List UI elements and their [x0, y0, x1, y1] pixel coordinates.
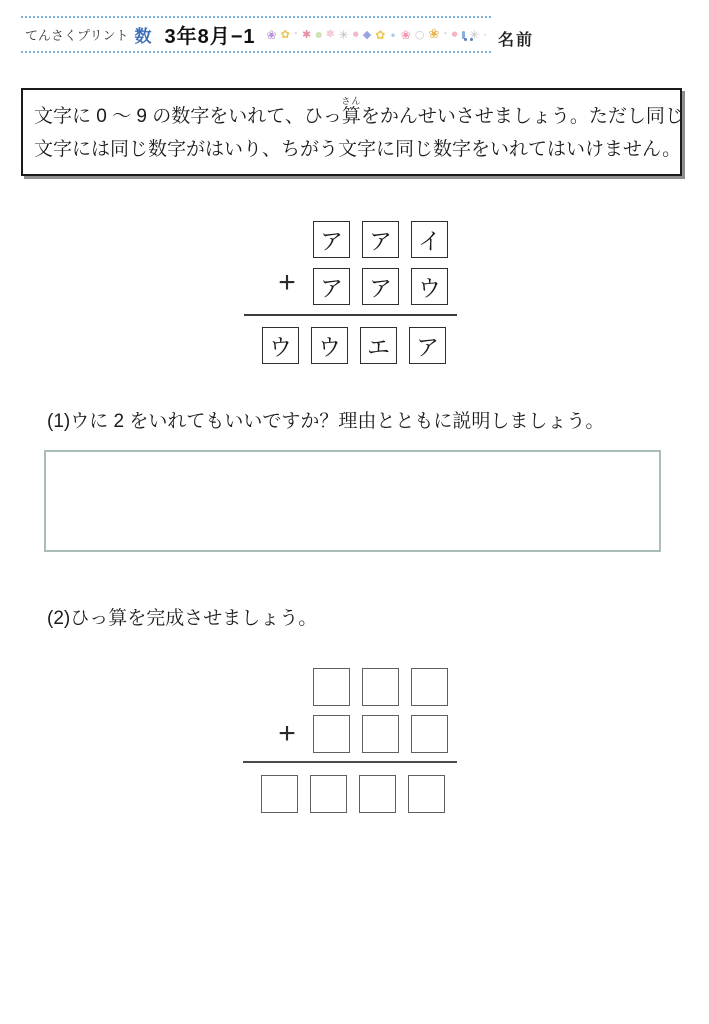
dot-icon: ● [451, 30, 458, 38]
puzzle-letter-cell: ア [409, 327, 446, 364]
kite-icon: ◆ [362, 28, 372, 41]
ruby-base: 算 [341, 106, 362, 127]
flower-icon: ✿ [375, 28, 386, 41]
dot-icon: · [483, 28, 487, 41]
series-title: てんさくプリント [25, 28, 129, 43]
answer-digit-cell[interactable] [411, 715, 448, 753]
dot-icon: · [443, 28, 448, 41]
instruction-line-1 [34, 96, 684, 133]
puzzle-letter-cell: エ [360, 327, 397, 364]
puzzle-addend1-row [313, 221, 448, 258]
instruction-text: 文字に 0 ～ 9 の数字をいれて、ひっ [34, 106, 342, 127]
sparkle-icon: ✽ [326, 28, 335, 40]
name-input-area[interactable] [536, 16, 700, 53]
ruby-annotation [341, 96, 362, 127]
instruction-line-2: 文字には同じ数字がはいり、ちがう文字に同じ数字をいれてはいけません。 [34, 139, 682, 160]
balloon-icon: ○ [414, 28, 425, 41]
blank-addend2-row [313, 715, 448, 753]
flower-icon: ✿ [280, 28, 290, 41]
answer-digit-cell[interactable] [313, 715, 350, 753]
puzzle-letter-cell: ウ [311, 327, 348, 364]
answer-digit-cell[interactable] [411, 668, 448, 706]
blank-sum-row [261, 775, 445, 813]
blank-addend1-row [313, 668, 448, 706]
plus-operator: + [278, 717, 296, 750]
flower-icon: ❀ [400, 28, 411, 41]
answer-digit-cell[interactable] [359, 775, 396, 813]
answer-digit-cell[interactable] [362, 668, 399, 706]
sparkle-icon: ✳ [338, 28, 349, 41]
subject-badge: 数 [134, 27, 152, 46]
flower-icon: ❀ [266, 28, 277, 41]
instruction-text: をかんせいさせましょう。ただし同じ [360, 106, 684, 127]
sum-line [243, 761, 457, 763]
name-label: 名前 [498, 32, 535, 49]
question-1: (1)ウに 2 をいれてもいいですか？理由とともに説明しましょう。 [47, 411, 605, 432]
puzzle-letter-cell: ア [313, 221, 350, 258]
answer-digit-cell[interactable] [313, 668, 350, 706]
puzzle-letter-cell: ア [362, 268, 399, 305]
flower-icon: ❀ [428, 28, 440, 41]
puzzle-letter-cell: ア [313, 268, 350, 305]
answer-digit-cell[interactable] [261, 775, 298, 813]
puzzle-letter-cell: ウ [411, 268, 448, 305]
dot-icon: ∙ [389, 28, 397, 41]
answer-writing-area[interactable] [44, 450, 661, 552]
dot-icon: · [293, 28, 298, 41]
issue-number: 3年8月−1 [164, 26, 256, 48]
answer-digit-cell[interactable] [310, 775, 347, 813]
puzzle-addend2-row [313, 268, 448, 305]
puzzle-letter-cell: ア [362, 221, 399, 258]
ruby-furigana: さん [341, 96, 362, 106]
sum-line [244, 314, 457, 316]
instruction-box [21, 88, 682, 176]
plus-operator: + [278, 266, 296, 299]
dot-icon: ● [352, 30, 359, 38]
header [21, 16, 491, 53]
dot-icon: ● [315, 29, 323, 39]
flower-icon: ✱ [301, 28, 312, 41]
puzzle-letter-cell: ウ [262, 327, 299, 364]
puzzle-letter-cell: イ [411, 221, 448, 258]
puzzle-sum-row [262, 327, 446, 364]
answer-digit-cell[interactable] [408, 775, 445, 813]
car-icon [462, 31, 466, 39]
question-2: (2)ひっ算を完成させましょう。 [47, 608, 318, 629]
decoration-band [267, 28, 487, 41]
answer-digit-cell[interactable] [362, 715, 399, 753]
sparkle-icon: ✳ [469, 28, 480, 41]
